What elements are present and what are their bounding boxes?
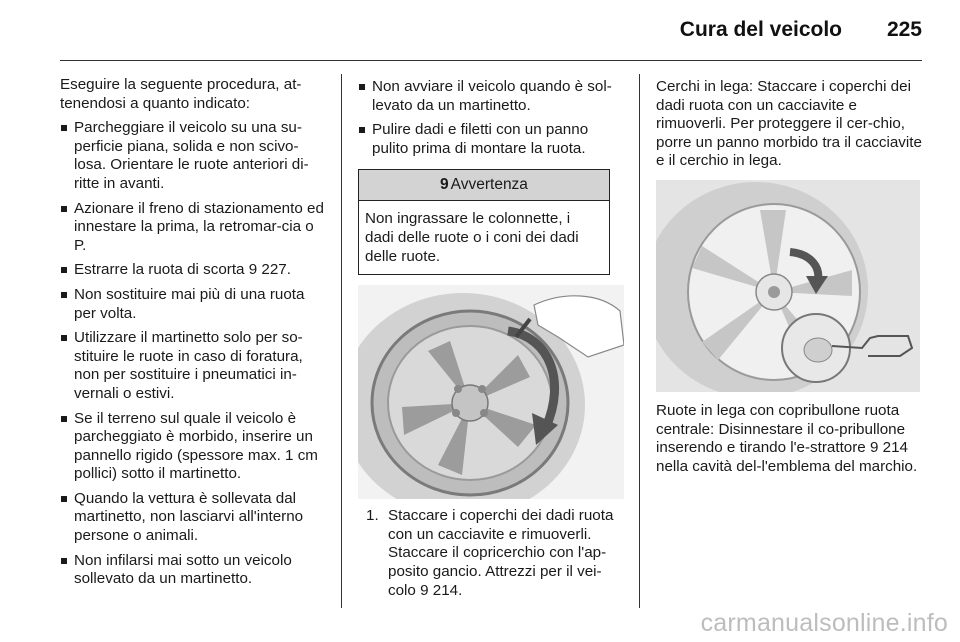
header-rule — [60, 60, 922, 61]
warning-box — [358, 169, 610, 275]
list-item: Utilizzare il martinetto solo per so-stituire le ruote in caso di foratura, non per sostituire i pneumatici in-vernali o estivi. — [60, 329, 328, 403]
warning-icon: 9 — [440, 176, 449, 194]
procedure-list-continued — [358, 78, 624, 158]
procedure-list — [60, 119, 328, 589]
column-divider-right — [639, 74, 640, 608]
steps-list — [358, 507, 624, 600]
step-text: Staccare i coperchi dei dadi ruota con un cacciavite e rimuoverli. Staccare il copricerchio con l'ap-posito gancio. Attrezzi per il vei-colo 9 214. — [388, 507, 614, 599]
list-item: Non infilarsi mai sotto un veicolo sollevato da un martinetto. — [60, 552, 328, 589]
hub-cap-paragraph: Ruote in lega con copribullone ruota centrale: Disinnestare il co-pribullone inserendo e tirando l'e-strattore 9 214 nella cavità del-l'emblema del marchio. — [656, 401, 918, 475]
column-1 — [60, 76, 328, 589]
page-header — [0, 0, 960, 60]
list-item: Estrarre la ruota di scorta 9 227. — [60, 261, 328, 280]
column-divider-left — [341, 74, 342, 608]
column-2 — [358, 78, 624, 600]
warning-text: Non ingrassare le colonnette, i dadi delle ruote o i coni dei dadi delle ruote. — [365, 210, 579, 265]
list-item: Non sostituire mai più di una ruota per volta. — [60, 286, 328, 323]
list-item — [358, 507, 624, 600]
step-number: 1. — [366, 507, 379, 525]
list-item: Azionare il freno di stazionamento ed innestare la prima, la retromar-cia o P. — [60, 200, 328, 256]
wheel-cover-illustration — [358, 285, 624, 499]
section-title: Cura del veicolo — [679, 18, 842, 41]
alloy-wheel-paragraph: Cerchi in lega: Staccare i coperchi dei dadi ruota con un cacciavite e rimuoverli. Per proteggere il cer-chio, porre un panno morbido tra il cacciavite e il cerchio in lega. — [656, 78, 922, 170]
list-item: Parcheggiare il veicolo su una su-perficie piana, solida e non scivo-losa. Orientare le ruote anteriori di-ritte in avanti. — [60, 119, 328, 193]
alloy-wheel-illustration — [656, 180, 920, 392]
list-item: Se il terreno sul quale il veicolo è parcheggiato è morbido, inserire un pannello rigido (spessore max. 1 cm pollici) sotto il martinetto. — [60, 410, 328, 484]
list-item: Non avviare il veicolo quando è sol-levato da un martinetto. — [358, 78, 624, 115]
warning-title: Avvertenza — [450, 176, 528, 194]
watermark: carmanualsonline.info — [700, 609, 948, 637]
list-item: Quando la vettura è sollevata dal martinetto, non lasciarvi all'interno persone o animali. — [60, 490, 328, 546]
warning-header — [359, 170, 609, 201]
intro-paragraph: Eseguire la seguente procedura, at-tenendosi a quanto indicato: — [60, 76, 302, 112]
list-item: Pulire dadi e filetti con un panno pulito prima di montare la ruota. — [358, 121, 624, 158]
page-number: 225 — [886, 18, 922, 41]
column-3 — [656, 78, 924, 476]
